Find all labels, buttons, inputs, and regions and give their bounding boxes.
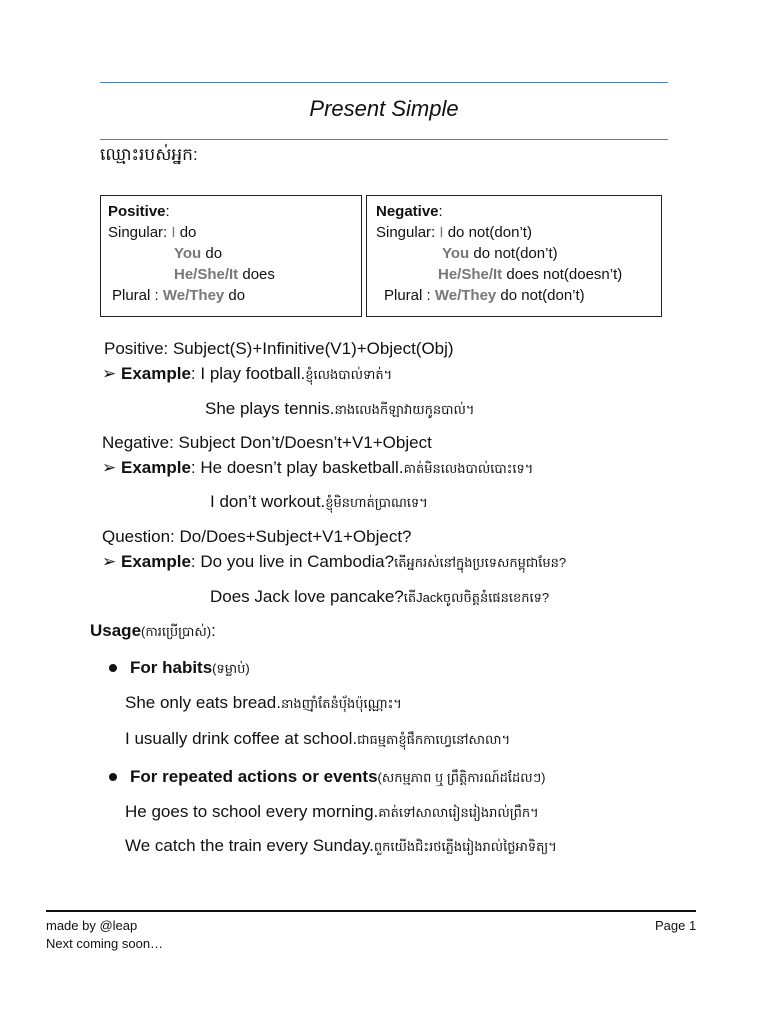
footer-page-number: Page 1 bbox=[655, 918, 697, 933]
negative-box bbox=[366, 195, 662, 317]
positive-singular-you: You do bbox=[174, 245, 223, 262]
negative-singular-you: You do not(don’t) bbox=[442, 245, 558, 262]
bullet-icon bbox=[109, 773, 117, 781]
name-label: ឈ្មោះរបស់អ្នក: bbox=[100, 145, 198, 164]
negative-example-2: I don’t workout.ខ្ញុំមិនហាត់ប្រាណទេ។ bbox=[210, 492, 428, 511]
usage-heading: Usage(ការប្រើប្រាស់): bbox=[90, 621, 216, 640]
usage-habits-heading: For habits(ទម្លាប់) bbox=[130, 658, 250, 677]
positive-rule: Positive: Subject(S)+Infinitive(V1)+Object(Obj) bbox=[104, 339, 454, 358]
page-title: Present Simple bbox=[309, 96, 459, 121]
positive-example-1: ➢ Example: I play football.ខ្ញុំលេងបាល់ទាត់។ bbox=[102, 364, 393, 383]
bullet-icon bbox=[109, 664, 117, 672]
negative-singular-hesheit: He/She/It does not(doesn’t) bbox=[438, 266, 623, 283]
positive-singular-i: Singular: I do bbox=[108, 224, 197, 241]
repeated-example-1: He goes to school every morning.គាត់ទៅសាលារៀនរៀងរាល់ព្រឹក។ bbox=[125, 802, 539, 821]
question-example-1: ➢ Example: Do you live in Cambodia?តើអ្នករស់នៅក្នុងប្រទេសកម្ពុជាមែន? bbox=[102, 552, 567, 571]
top-rule bbox=[100, 82, 668, 83]
footer-next: Next coming soon… bbox=[46, 936, 164, 951]
title-underline bbox=[100, 139, 668, 140]
positive-box bbox=[100, 195, 362, 317]
repeated-example-2: We catch the train every Sunday.ពួកយើងជិះរថភ្លើងរៀងរាល់ថ្ងៃអាទិត្យ។ bbox=[125, 836, 557, 855]
arrow-bullet-icon: ➢ bbox=[102, 364, 117, 383]
negative-example-1: ➢ Example: He doesn’t play basketball.គាត់មិនលេងបាល់បោះទេ។ bbox=[102, 458, 534, 477]
positive-singular-hesheit: He/She/It does bbox=[174, 266, 275, 283]
positive-box-heading: Positive: bbox=[108, 203, 170, 220]
usage-repeated-heading: For repeated actions or events(សកម្មភាព ឬ ព្រឹត្តិការណ៍ដដែលៗ) bbox=[130, 767, 546, 786]
footer-rule bbox=[46, 910, 696, 912]
habits-example-2: I usually drink coffee at school.ជាធម្មតាខ្ញុំផឹកកាហ្វេនៅសាលា។ bbox=[125, 729, 511, 748]
arrow-bullet-icon: ➢ bbox=[102, 552, 117, 571]
arrow-bullet-icon: ➢ bbox=[102, 458, 117, 477]
footer-made-by: made by @leap bbox=[46, 918, 138, 933]
habits-example-1: She only eats bread.នាងញ៉ាំតែនំប៉័ងប៉ុណ្ណោះ។ bbox=[125, 693, 402, 712]
negative-box-heading: Negative: bbox=[376, 203, 443, 220]
question-example-2: Does Jack love pancake?តើJackចូលចិត្តនំផេនខេកទេ? bbox=[210, 587, 550, 606]
positive-plural: Plural : We/They do bbox=[112, 287, 246, 304]
negative-plural: Plural : We/They do not(don’t) bbox=[384, 287, 585, 304]
negative-singular-i: Singular: I do not(don’t) bbox=[376, 224, 532, 241]
positive-example-2: She plays tennis.នាងលេងកីឡាវាយកូនបាល់។ bbox=[205, 399, 475, 418]
question-rule: Question: Do/Does+Subject+V1+Object? bbox=[102, 527, 412, 546]
negative-rule: Negative: Subject Don’t/Doesn’t+V1+Object bbox=[102, 433, 432, 452]
